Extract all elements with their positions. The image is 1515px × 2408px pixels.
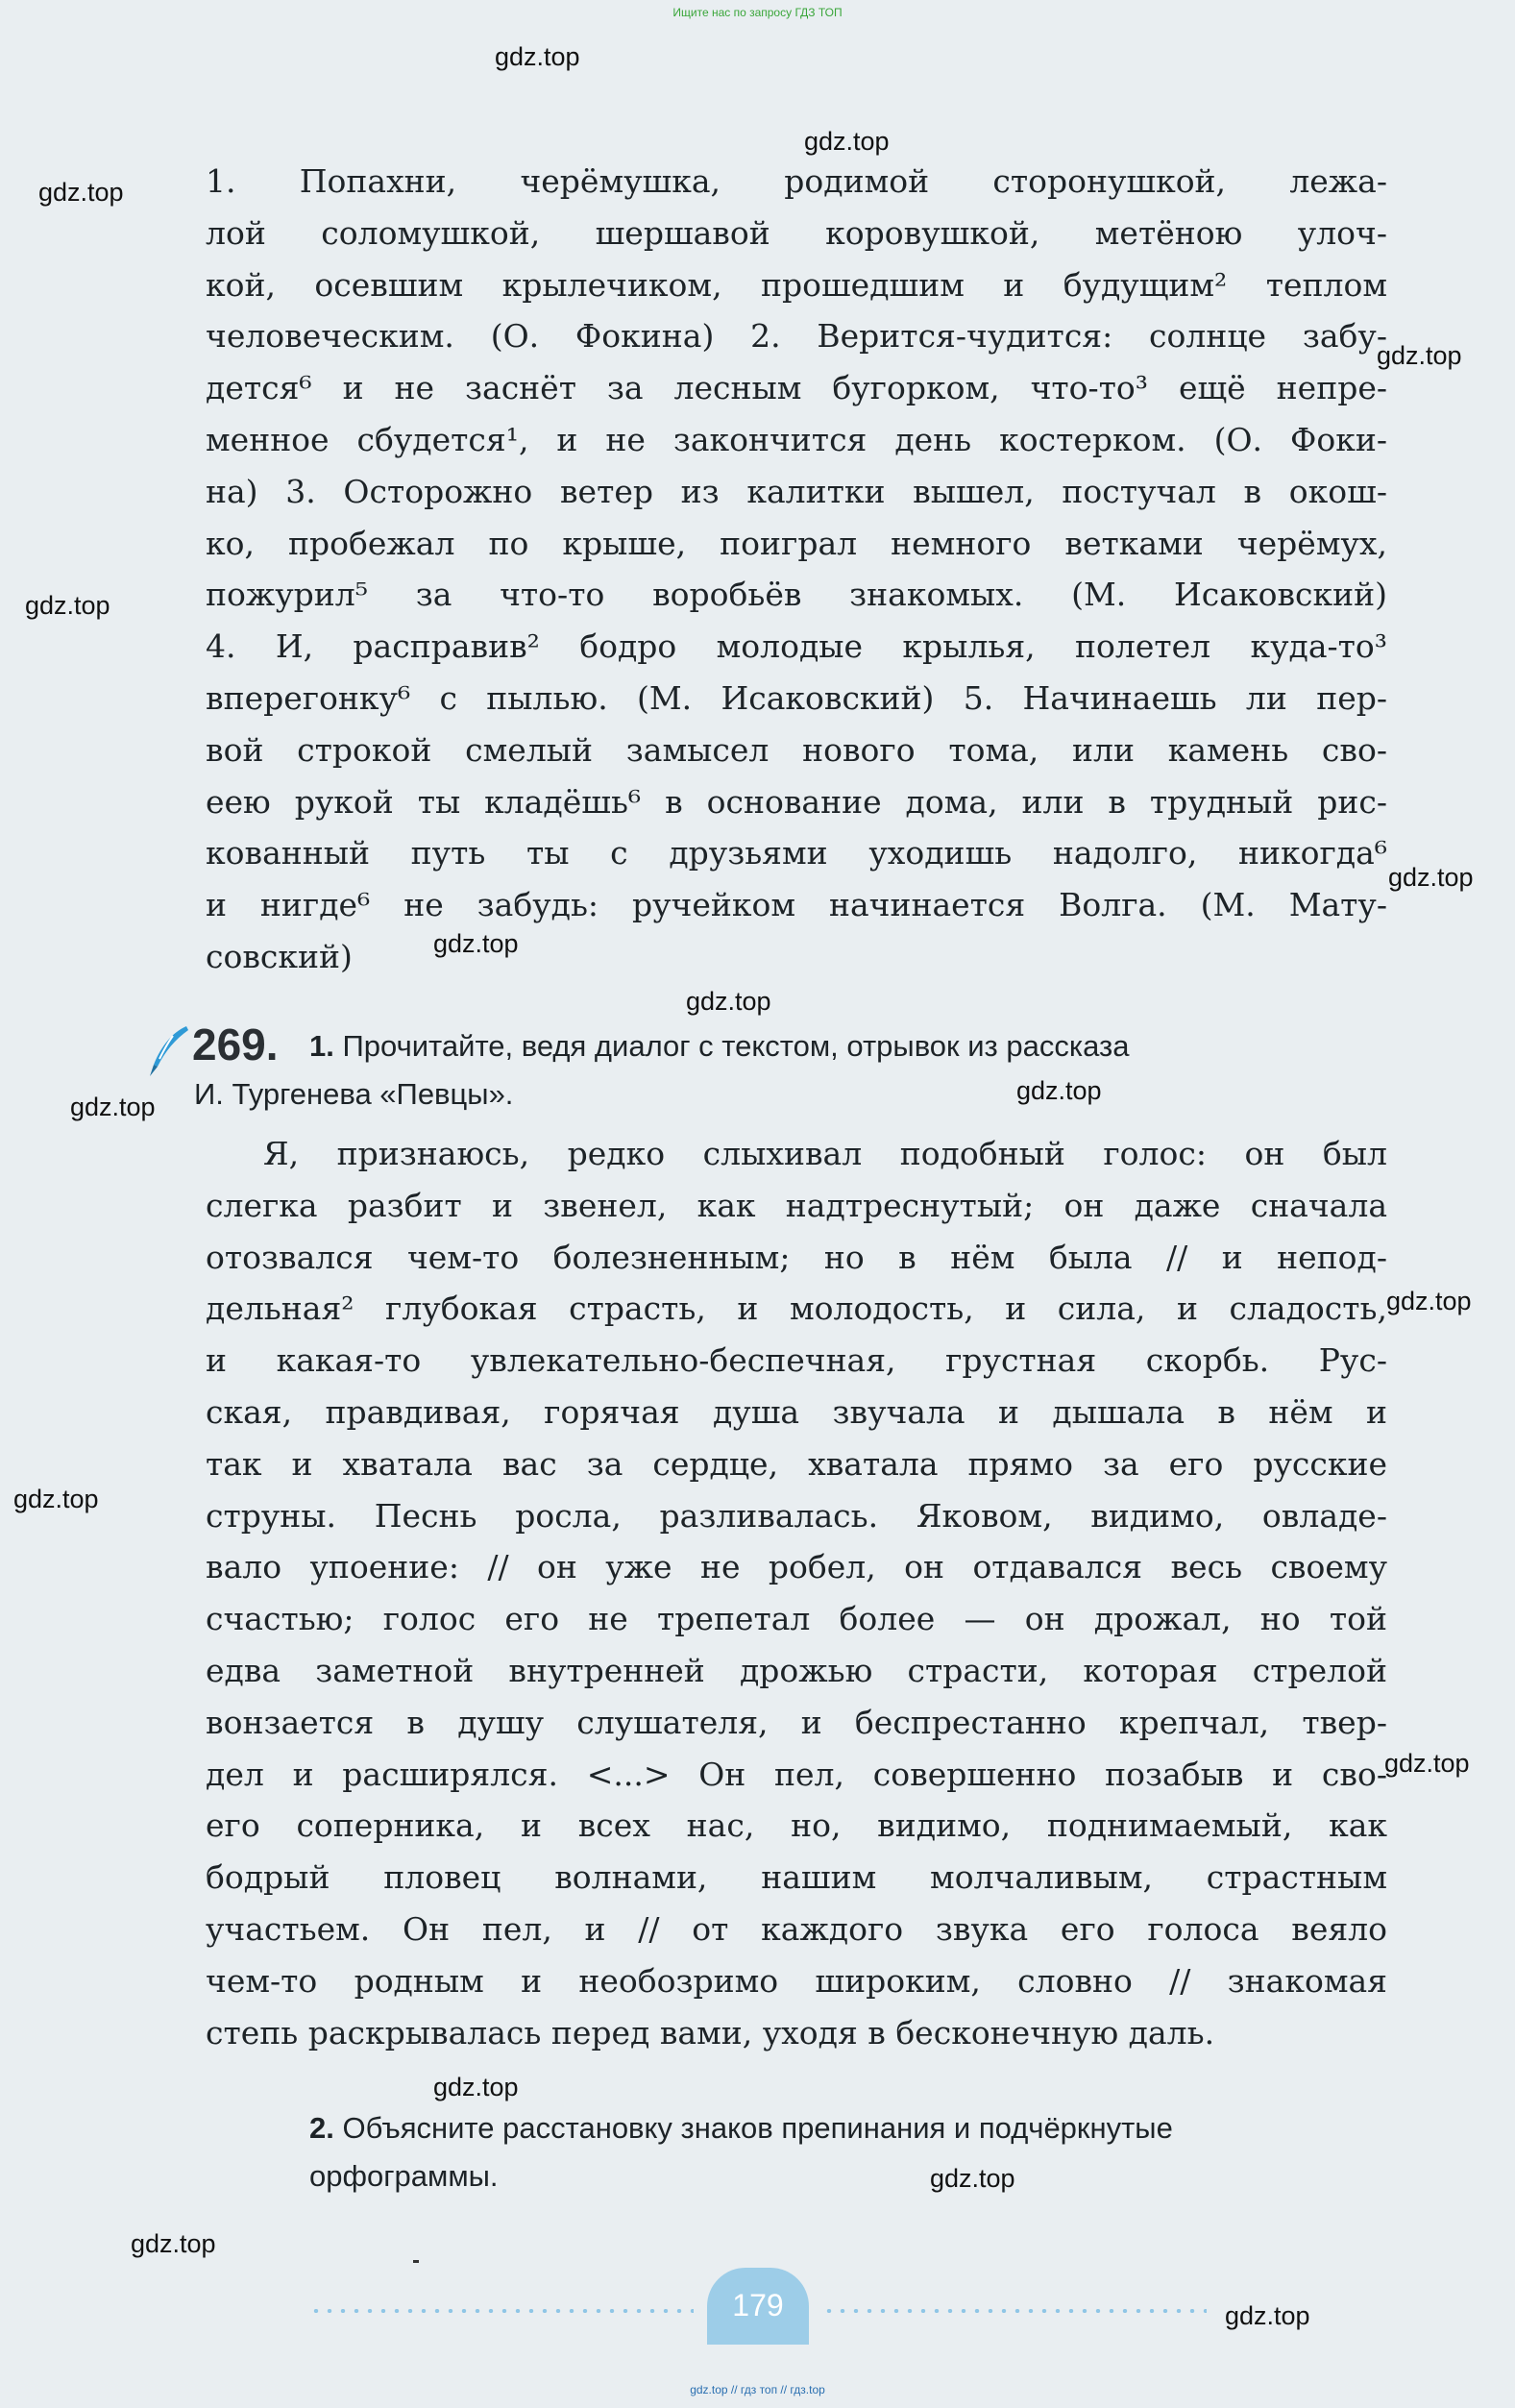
watermark: gdz.top [1388, 863, 1474, 892]
scan-mark [413, 2260, 419, 2263]
text-line: его соперника, и всех нас, но, видимо, поднимаемый, как [206, 1806, 1387, 1845]
task-2 [309, 2104, 1390, 2200]
text-line: вой строкой смелый замысел нового тома, или камень сво- [206, 730, 1387, 769]
text-line: вонзается в душу слушателя, и беспрестанно крепчал, твер- [206, 1703, 1387, 1741]
watermark: gdz.top [686, 987, 771, 1016]
text-line: Я, признаюсь, редко слыхивал подобный голос: он был [263, 1135, 1387, 1172]
watermark: gdz.top [131, 2229, 216, 2258]
text-line: бодрый пловец волнами, нашим молчаливым, страстным [206, 1858, 1387, 1897]
text-line: дется⁶ и не заснёт за лесным бугорком, что-то³ ещё непре- [206, 369, 1387, 407]
task-1-line: Прочитайте, ведя диалог с текстом, отрывок из рассказа [342, 1029, 1130, 1063]
watermark: gdz.top [433, 2073, 519, 2101]
top-notice: Ищите нас по запросу ГДЗ ТОП [672, 6, 843, 19]
passage-turgenev [206, 1128, 1387, 2058]
watermark: gdz.top [38, 178, 124, 207]
pen-icon [144, 1022, 192, 1080]
watermark: gdz.top [13, 1485, 99, 1513]
text-line: кованный путь ты с друзьями уходишь надолго, никогда⁶ [206, 834, 1387, 872]
text-line: ко, пробежал по крыше, поиграл немного ветками черёмух, [206, 524, 1387, 562]
text-line: человеческим. (О. Фокина) 2. Верится-чудится: солнце забу- [206, 317, 1387, 356]
text-line: пожурил⁵ за что-то воробьёв знакомых. (М. Исаковский) [206, 576, 1387, 614]
passage-poems [206, 156, 1387, 983]
text-line: менное сбудется¹, и не закончится день костерком. (О. Фоки- [206, 420, 1387, 458]
task-2-number: 2. [309, 2111, 334, 2145]
dotted-rule-left [309, 2309, 694, 2313]
text-line: дел и расширялся. <...> Он пел, совершенно позабыв и сво- [206, 1755, 1387, 1793]
dotted-rule-right [822, 2309, 1207, 2313]
text-line: счастью; голос его не трепетал более — он дрожал, но той [206, 1600, 1387, 1638]
watermark: gdz.top [930, 2164, 1015, 2193]
watermark: gdz.top [1384, 1749, 1470, 1778]
watermark: gdz.top [1377, 341, 1462, 370]
watermark: gdz.top [804, 127, 890, 156]
text-line: 1. Попахни, черёмушка, родимой сторонушкой, лежа- [206, 162, 1387, 200]
text-line: 4. И, расправив² бодро молодые крылья, полетел куда-то³ [206, 627, 1387, 666]
page-number: 179 [707, 2268, 809, 2345]
watermark: gdz.top [433, 929, 519, 958]
watermark: gdz.top [25, 591, 110, 620]
text-line: лой соломушкой, шершавой коровушкой, метёною улоч- [206, 213, 1387, 252]
text-line: и какая-то увлекательно-беспечная, грустная скорбь. Рус- [206, 1341, 1387, 1380]
text-line: слегка разбит и звенел, как надтреснутый; он даже сначала [206, 1186, 1387, 1224]
watermark: gdz.top [1225, 2301, 1310, 2330]
footer-watermark: gdz.top // гдз топ // гдз.top [690, 2383, 825, 2396]
watermark: gdz.top [1016, 1076, 1102, 1105]
watermark: gdz.top [70, 1093, 156, 1121]
text-line: вало упоение: // он уже не робел, он отдавался весь своему [206, 1548, 1387, 1586]
text-line: так и хватала вас за сердце, хватала прямо за его русские [206, 1444, 1387, 1483]
watermark: gdz.top [495, 42, 580, 71]
text-line: вперегонку⁶ с пылью. (М. Исаковский) 5. Начинаешь ли пер- [206, 678, 1387, 717]
text-line: дельная² глубокая страсть, и молодость, и сила, и сладость, [206, 1290, 1387, 1328]
text-line: участьем. Он пел, и // от каждого звука его голоса веяло [206, 1909, 1387, 1948]
text-line: ская, правдивая, горячая душа звучала и дышала в нём и [206, 1392, 1387, 1431]
task-1-number: 1. [309, 1029, 334, 1063]
text-line: совский) [206, 937, 353, 975]
task-1-line: И. Тургенева «Певцы». [194, 1077, 514, 1111]
task-2-line: Объясните расстановку знаков препинания и подчёркнутые [342, 2111, 1173, 2145]
text-line: чем-то родным и необозримо широким, словно // знакомая [206, 1961, 1387, 2000]
watermark: gdz.top [1386, 1287, 1472, 1315]
text-line: едва заметной внутренней дрожью страсти, которая стрелой [206, 1651, 1387, 1689]
text-line: степь раскрывалась перед вами, уходя в бесконечную даль. [206, 2013, 1215, 2052]
task-2-line: орфограммы. [309, 2159, 499, 2193]
text-line: еею рукой ты кладёшь⁶ в основание дома, или в трудный рис- [206, 782, 1387, 821]
text-line: отозвался чем-то болезненным; но в нём была // и непод- [206, 1238, 1387, 1276]
text-line: на) 3. Осторожно ветер из калитки вышел, постучал в окош- [206, 472, 1387, 510]
text-line: кой, осевшим крылечиком, прошедшим и будущим² теплом [206, 265, 1387, 304]
exercise-number: 269. [192, 1020, 279, 1069]
text-line: струны. Песнь росла, разливалась. Яковом, видимо, овладе- [206, 1496, 1387, 1535]
text-line: и нигде⁶ не забудь: ручейком начинается Волга. (М. Мату- [206, 886, 1387, 924]
